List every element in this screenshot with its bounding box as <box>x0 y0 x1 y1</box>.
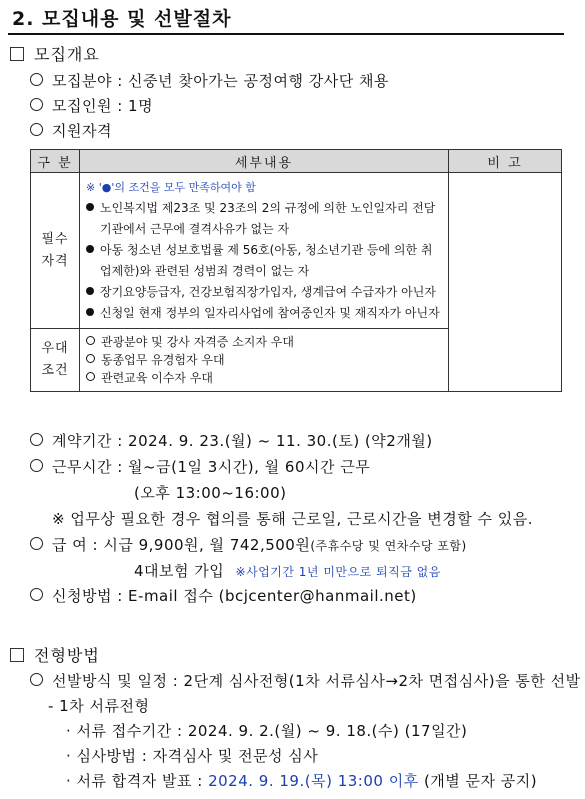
list-item: 노인복지법 제23조 및 23조의 2의 규정에 의한 노인일자리 전담기관에서 근무에 결격사유가 없는 자 <box>86 198 442 240</box>
circle-bullet-icon <box>30 123 43 136</box>
hours-time: (오후 13:00~16:00) <box>134 484 287 502</box>
method-row <box>30 670 581 691</box>
circle-bullet-icon <box>30 433 43 446</box>
judge-method: · 심사방법 : 자격심사 및 전문성 심사 <box>66 747 319 765</box>
period-row <box>30 430 433 451</box>
list-item: 동종업무 유경험자 우대 <box>86 351 442 369</box>
count-row <box>30 95 153 116</box>
circle-bullet-icon <box>30 673 43 686</box>
required-note: ※ '●'의 조건을 모두 만족하여야 함 <box>86 181 256 194</box>
preferred-detail <box>80 329 449 392</box>
hours-note: ※ 업무상 필요한 경우 협의를 통해 근로일, 근로시간을 변경할 수 있음. <box>52 510 534 528</box>
bullet-icon <box>86 308 94 316</box>
qual-row <box>30 120 112 141</box>
result-suffix: (개별 문자 공지) <box>418 772 538 790</box>
apply-text: 신청방법 : E-mail 접수 (bcjcenter@hanmail.net) <box>52 587 417 605</box>
insurance-note: ※사업기간 1년 미만으로 퇴직금 없음 <box>235 565 441 579</box>
hollow-bullet-icon <box>86 372 95 381</box>
table-row <box>31 173 562 329</box>
bullet-icon <box>86 203 94 211</box>
list-item: 장기요양등급자, 건강보험직장가입자, 생계급여 수급자가 아닌자 <box>86 282 442 303</box>
qual-text: 지원자격 <box>52 122 112 140</box>
hours-row <box>30 456 370 477</box>
list-item: 관광분야 및 강사 자격증 소지자 우대 <box>86 333 442 351</box>
section-title: 2. 모집내용 및 선발절차 <box>12 8 232 30</box>
result-prefix: · 서류 합격자 발표 : <box>66 772 209 790</box>
insurance-row <box>134 560 441 581</box>
preferred-label: 우대 조건 <box>31 329 80 392</box>
pay-text: 급 여 : 시급 9,900원, 월 742,500원 <box>52 536 311 554</box>
period-text: 계약기간 : 2024. 9. 23.(월) ~ 11. 30.(토) (약2개월) <box>52 432 433 450</box>
table-header-row <box>31 150 562 173</box>
overview-heading: 모집개요 <box>34 45 100 64</box>
pay-row <box>30 534 467 555</box>
selection-heading-row <box>10 643 100 666</box>
circle-bullet-icon <box>30 537 43 550</box>
field-row <box>30 70 389 91</box>
bullet-icon <box>86 245 94 253</box>
list-item: 신청일 현재 정부의 일자리사업에 참여중인자 및 재직자가 아닌자 <box>86 303 442 324</box>
first-stage: - 1차 서류전형 <box>48 697 150 715</box>
circle-bullet-icon <box>30 98 43 111</box>
hours-text: 근무시간 : 월~금(1일 3시간), 월 60시간 근무 <box>52 458 371 476</box>
selection-heading: 전형방법 <box>34 646 100 665</box>
apply-row <box>30 585 417 606</box>
field-text: 모집분야 : 신중년 찾아가는 공정여행 강사단 채용 <box>52 72 389 90</box>
header-remark: 비 고 <box>449 150 562 173</box>
insurance-text: 4대보험 가입 <box>134 562 225 580</box>
method-text: 선발방식 및 일정 : 2단계 심사전형(1차 서류심사→2차 면접심사)을 통한 선발 <box>52 672 581 690</box>
circle-bullet-icon <box>30 73 43 86</box>
header-detail: 세부내용 <box>80 150 449 173</box>
doc-period: · 서류 접수기간 : 2024. 9. 2.(월) ~ 9. 18.(수) (17일간) <box>66 722 468 740</box>
result-date: 2024. 9. 19.(목) 13:00 이후 <box>208 772 419 790</box>
bullet-icon <box>86 287 94 295</box>
hollow-bullet-icon <box>86 354 95 363</box>
result-row <box>66 770 537 791</box>
qualification-table <box>30 149 562 392</box>
header-gubun: 구 분 <box>31 150 80 173</box>
required-label: 필수 자격 <box>31 173 80 329</box>
circle-bullet-icon <box>30 459 43 472</box>
hollow-bullet-icon <box>86 336 95 345</box>
circle-bullet-icon <box>30 588 43 601</box>
overview-heading-row <box>10 42 100 65</box>
checkbox-square-icon <box>10 648 24 662</box>
required-detail <box>80 173 449 329</box>
list-item: 아동 청소년 성보호법률 제 56호(아동, 청소년기관 등에 의한 취업제한)와 관련된 성범죄 경력이 없는 자 <box>86 240 442 282</box>
list-item: 관련교육 이수자 우대 <box>86 369 442 387</box>
pay-note: (주휴수당 및 연차수당 포함) <box>310 539 467 553</box>
count-text: 모집인원 : 1명 <box>52 97 154 115</box>
remark-cell <box>449 173 562 392</box>
checkbox-square-icon <box>10 47 24 61</box>
section-divider <box>8 33 564 35</box>
